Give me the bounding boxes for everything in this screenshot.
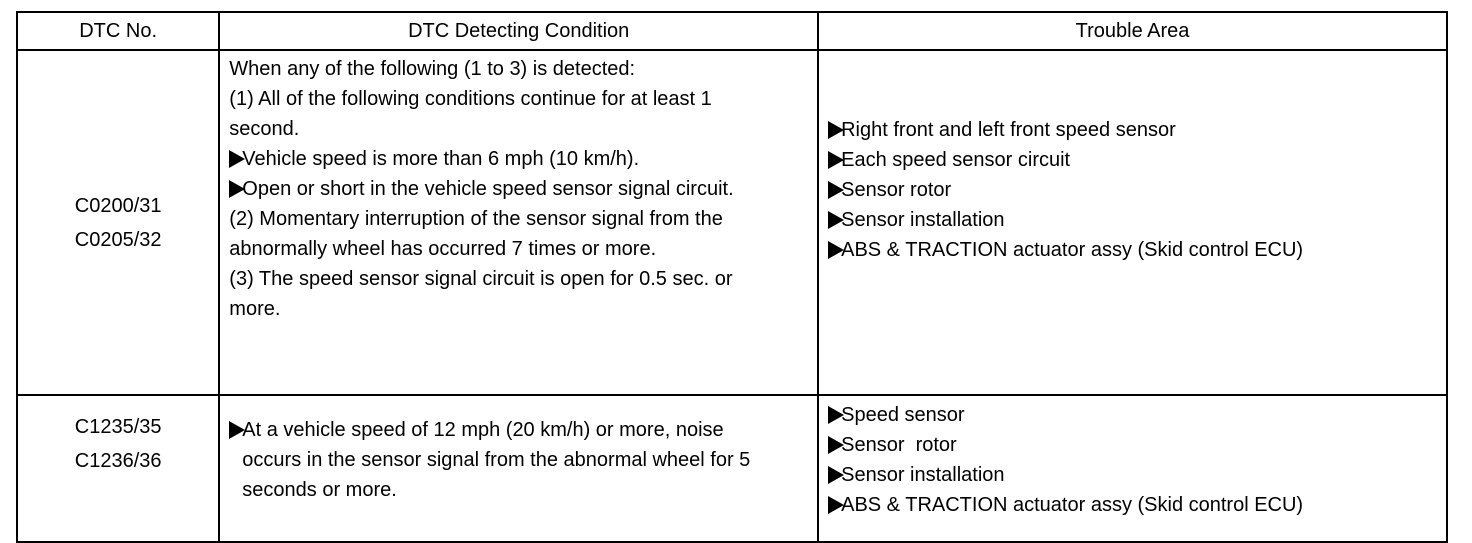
condition-bullet xyxy=(229,174,809,204)
condition-line: At a vehicle speed of 12 mph (20 km/h) or more, noise xyxy=(242,419,724,441)
dtc-code: C1236/36 xyxy=(74,450,162,472)
trouble-area-item xyxy=(828,490,1438,520)
trouble-area-item xyxy=(828,175,1438,205)
condition-line: When any of the following (1 to 3) is detected: xyxy=(229,58,636,80)
table-row xyxy=(17,395,1447,542)
dtc-table xyxy=(16,11,1448,543)
header-condition: DTC Detecting Condition xyxy=(219,12,818,50)
trouble-area-item xyxy=(828,235,1438,265)
trouble-area-cell xyxy=(818,50,1447,395)
dtc-code-cell xyxy=(17,395,219,542)
condition-bullet xyxy=(229,415,809,445)
dtc-code: C1235/35 xyxy=(74,416,162,438)
dtc-code-cell xyxy=(17,50,219,395)
header-row xyxy=(17,12,1447,50)
trouble-area-text: Speed sensor xyxy=(841,404,965,426)
trouble-area-item xyxy=(828,145,1438,175)
trouble-area-item xyxy=(828,430,1438,460)
trouble-area-text: Sensor rotor xyxy=(841,434,957,456)
condition-line: (1) All of the following conditions continue for at least 1 xyxy=(229,88,712,110)
trouble-area-text: Right front and left front speed sensor xyxy=(841,119,1176,141)
condition-line: seconds or more. xyxy=(242,479,397,501)
trouble-area-item xyxy=(828,460,1438,490)
condition-line: Vehicle speed is more than 6 mph (10 km/h). xyxy=(242,148,640,170)
condition-line: abnormally wheel has occurred 7 times or more. xyxy=(229,238,657,260)
condition-line: occurs in the sensor signal from the abnormal wheel for 5 xyxy=(242,449,751,471)
trouble-area-item xyxy=(828,115,1438,145)
header-dtc-no: DTC No. xyxy=(17,12,219,50)
dtc-code: C0205/32 xyxy=(74,228,162,251)
trouble-area-text: ABS & TRACTION actuator assy (Skid control ECU) xyxy=(841,239,1304,261)
condition-line: Open or short in the vehicle speed sensor signal circuit. xyxy=(242,178,734,200)
condition-line: more. xyxy=(229,298,281,320)
trouble-area-item xyxy=(828,205,1438,235)
trouble-area-text: Sensor installation xyxy=(841,464,1005,486)
condition-line: second. xyxy=(229,118,300,140)
condition-bullet xyxy=(229,144,809,174)
condition-line: (2) Momentary interruption of the sensor signal from the xyxy=(229,208,723,230)
trouble-area-text: Sensor installation xyxy=(841,209,1005,231)
condition-cell xyxy=(219,395,818,542)
header-trouble-area: Trouble Area xyxy=(818,12,1447,50)
trouble-area-text: Each speed sensor circuit xyxy=(841,149,1071,171)
trouble-area-text: ABS & TRACTION actuator assy (Skid control ECU) xyxy=(841,494,1304,516)
trouble-area-item xyxy=(828,400,1438,430)
condition-line: (3) The speed sensor signal circuit is open for 0.5 sec. or xyxy=(229,268,733,290)
dtc-code: C0200/31 xyxy=(74,194,162,217)
table-row xyxy=(17,50,1447,395)
condition-cell xyxy=(219,50,818,395)
trouble-area-text: Sensor rotor xyxy=(841,179,952,201)
trouble-area-cell xyxy=(818,395,1447,542)
